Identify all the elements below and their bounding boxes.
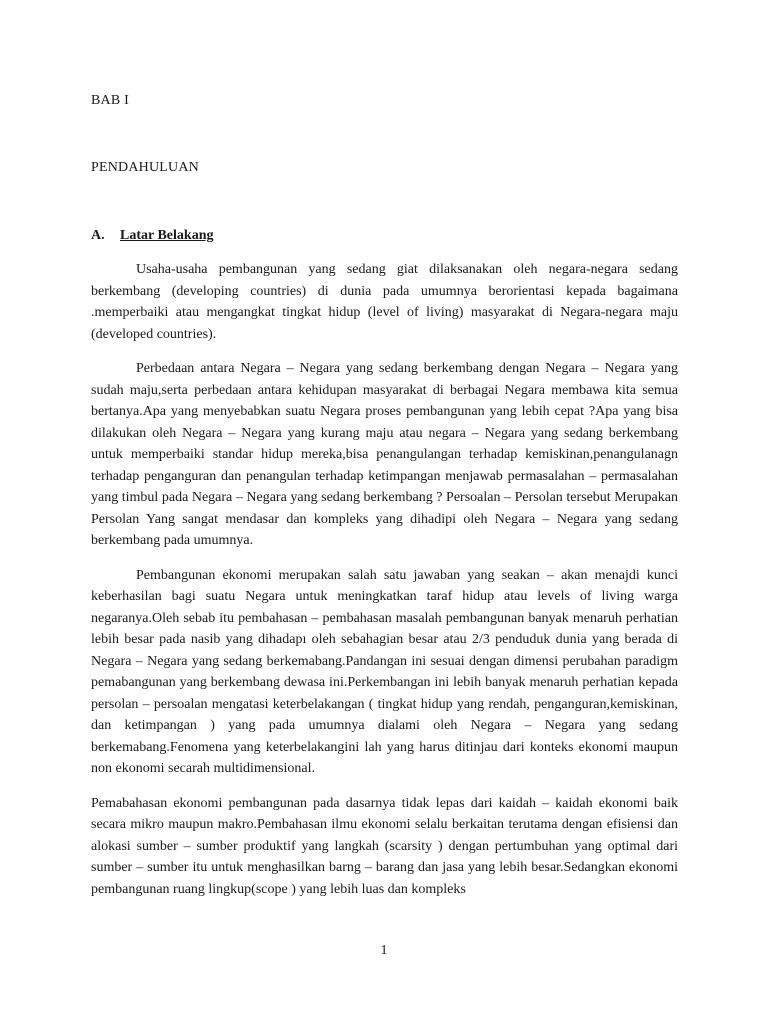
paragraph-4: Pemabahasan ekonomi pembangunan pada dasarnya tidak lepas dari kaidah – kaidah ekonomi baik secara mikro maupun makro.Pembahasan ilmu ekonomi selalu berkaitan terutama dengan efisiensi dan alokasi sumber – sumber produktif yang langkah (scarsity ) dengan pertumbuhan yang optimal dari sumber – sumber itu untuk menghasilkan barng – barang dan jasa yang lebih besar.Sedangkan ekonomi pembangunan ruang lingkup(scope ) yang lebih luas dan kompleks [91,795,678,897]
section-number: A. [91,228,105,243]
section-heading [91,228,213,244]
page-number: 1 [380,943,388,958]
paragraph-3: Pembangunan ekonomi merupakan salah satu jawaban yang seakan – akan menajdi kunci keberhasilan bagi suatu Negara untuk meningkatkan taraf hidup atau levels of living warga negaranya.Oleh sebab itu pembahasan – pembahasan masalah pembangunan banyak menaruh perhatian lebih besar pada nasib yang dihadapı oleh sebahagian besar atau 2/3 penduduk dunia yang berada di Negara – Negara yang sedang berkemabang.Pandangan ini sesuai dengan dimensi perubahan paradigm pemabangunan yang berkembang dewasa ini.Perkembangan ini lebih banyak menaruh perhatian kepada persolan – persoalan mengatasi keterbelakangan ( tingkat hidup yang rendah, penganguran,kemiskinan, dan ketimpangan ) yang pada umumnya dialami oleh Negara – Negara yang sedang berkemabang.Fenomena yang keterbelakangini lah yang harus ditinjau dari konteks ekonomi maupun non ekonomi secarah multidimensional. [91,567,678,776]
chapter-title: PENDAHULUAN [91,160,199,175]
paragraph-2: Perbedaan antara Negara – Negara yang sedang berkembang dengan Negara – Negara yang sudah maju,serta perbedaan antara kehidupan masyarakat di berbagai Negara membawa kita semua bertanya.Apa yang menyebabkan suatu Negara proses pembangunan yang lebih cepat ?Apa yang bisa dilakukan oleh Negara – Negara yang kurang maju atau negara – Negara yang sedang berkembang untuk memperbaiki standar hidup mereka,bisa penangulangan terhadap kemiskinan,penangulanagn terhadap penganguran dan penangulan terhadap ketimpangan menjawab permasalahan – permasalahan yang timbul pada Negara – Negara yang sedang berkembang ? Persoalan – Persolan tersebut Merupakan Persolan Yang sangat mendasar dan kompleks yang dihadipi oleh Negara – Negara yang sedang berkembang pada umumnya. [91,361,678,548]
chapter-heading: BAB I [91,93,129,108]
section-title: Latar Belakang [120,228,214,243]
paragraph-1: Usaha-usaha pembangunan yang sedang giat dilaksanakan oleh negara-negara sedang berkembang (developing countries) di dunia pada umumnya berorientasi kepada bagaimana .memperbaiki atau mengangkat tingkat hidup (level of living) masyarakat di Negara-negara maju (developed countries). [91,262,678,342]
body-text [91,259,678,913]
